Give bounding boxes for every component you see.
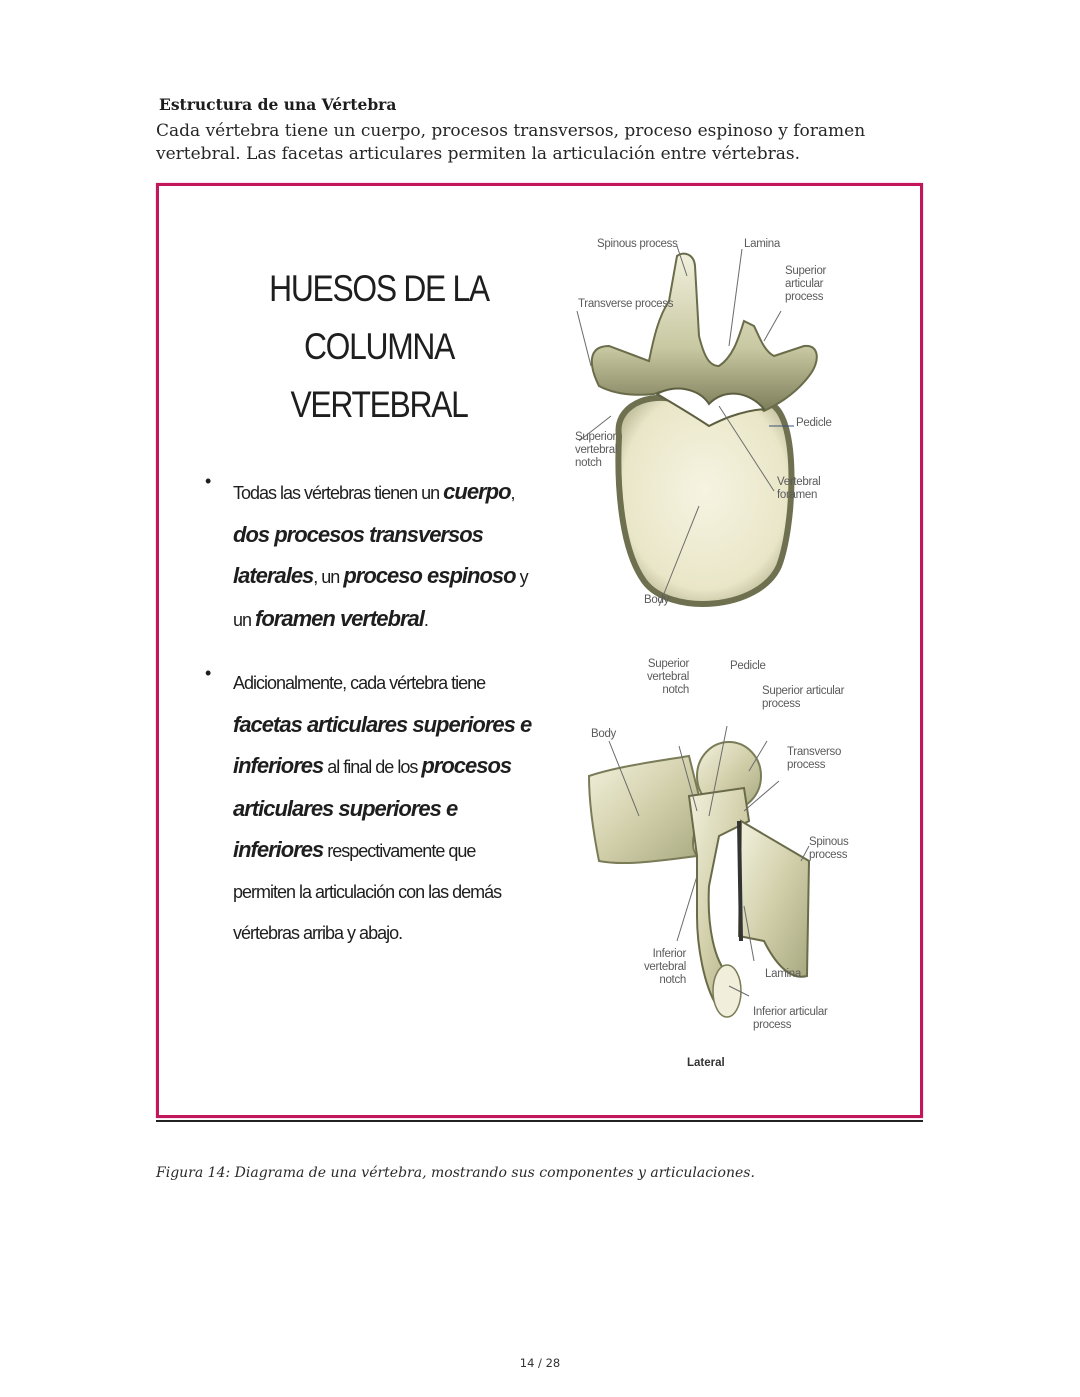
label-lateral-view: Lateral — [687, 1057, 725, 1069]
figure-frame — [156, 183, 923, 1118]
label-pedicle: Pedicle — [796, 417, 832, 429]
slide-title-line-2: VERTEBRAL — [290, 384, 468, 425]
bullet-item-2: • Adicionalmente, cada vértebra tiene facetas articulares superiores e inferiores al final de los procesos articulares superiores e inferiores respectivamente que permiten la articulación con las demás vértebras arriba y abajo. — [205, 663, 532, 943]
figure-divider — [156, 1120, 923, 1122]
section-heading: Estructura de una Vértebra — [159, 95, 397, 114]
label-superior-vertebral-notch: Superior vertebral notch — [575, 431, 618, 469]
label-spinous-process: Spinous process — [597, 238, 678, 250]
label-lateral-pedicle: Pedicle — [730, 660, 766, 672]
bullet-item-1: • Todas las vértebras tienen un cuerpo, dos procesos transversos laterales, un proceso espinoso y un foramen vertebral. — [205, 471, 528, 631]
label-lateral-superior-articular-process: Superior articular process — [762, 685, 845, 710]
bullet-icon: • — [205, 471, 211, 491]
label-lateral-superior-vertebral-notch: Superior vertebral notch — [646, 658, 689, 696]
figure-caption: Figura 14: Diagrama de una vértebra, mostrando sus componentes y articulaciones. — [156, 1165, 755, 1181]
label-lateral-spinous-process: Spinous process — [809, 836, 849, 861]
bullet-icon: • — [205, 663, 211, 683]
slide-title — [216, 260, 543, 434]
label-lateral-inferior-articular-process: Inferior articular process — [753, 1006, 828, 1031]
label-vertebral-foramen: Vertebral foramen — [777, 476, 821, 501]
label-transverse-process: Transverse process — [578, 298, 674, 310]
label-lateral-lamina: Lamina — [765, 968, 801, 980]
label-lamina: Lamina — [744, 238, 780, 250]
label-lateral-body: Body — [591, 728, 617, 740]
label-lateral-transverse-process: Transverso process — [787, 746, 842, 771]
label-lateral-inferior-vertebral-notch: Inferior vertebral notch — [643, 948, 686, 986]
slide-bullets — [201, 471, 541, 976]
label-superior-articular-process: Superior articular process — [785, 265, 827, 303]
section-paragraph: Cada vértebra tiene un cuerpo, procesos transversos, proceso espinoso y foramen vertebral. Las facetas articulares permiten la articulación entre vértebras. — [156, 121, 866, 164]
page-indicator: 14 / 28 — [519, 1356, 561, 1370]
slide-title-line-1: HUESOS DE LA COLUMNA — [269, 268, 489, 367]
vertebra-lateral-view-illustration — [579, 726, 859, 1086]
label-body-superior: Body — [644, 594, 670, 606]
